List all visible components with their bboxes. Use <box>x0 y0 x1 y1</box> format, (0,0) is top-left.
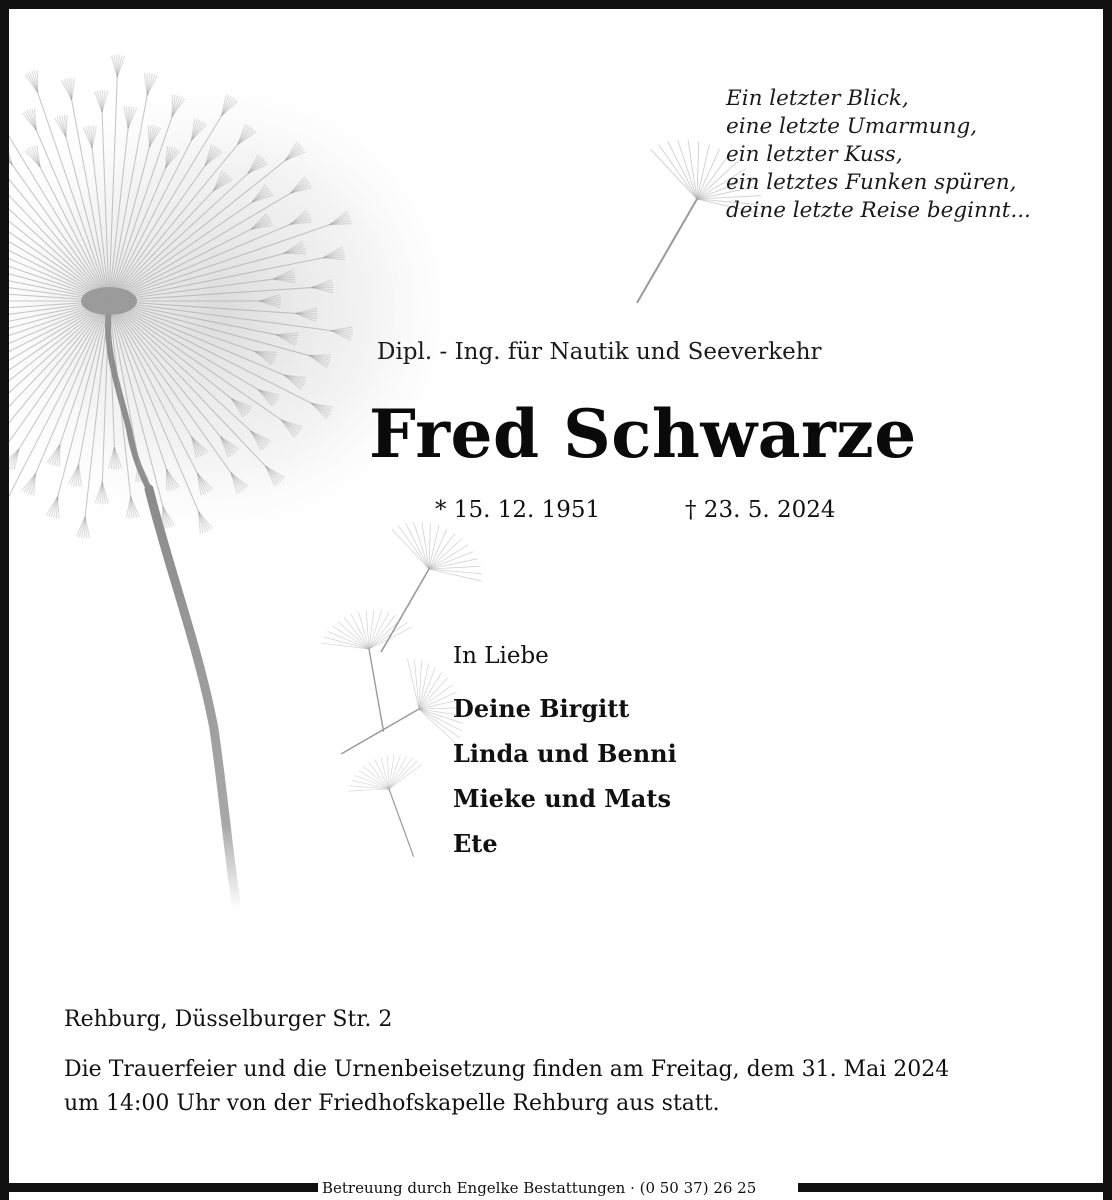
family-list <box>453 692 677 872</box>
address: Rehburg, Düsselburger Str. 2 <box>64 1007 393 1032</box>
in-love-label: In Liebe <box>453 643 549 669</box>
ceremony-info <box>64 1053 949 1121</box>
ceremony-line: Die Trauerfeier und die Urnenbeisetzung finden am Freitag, dem 31. Mai 2024 <box>64 1057 950 1082</box>
death-date: † 23. 5. 2024 <box>685 497 836 523</box>
poem <box>726 85 1031 225</box>
ceremony-line: um 14:00 Uhr von der Friedhofskapelle Rehburg aus statt. <box>64 1091 720 1116</box>
family-member: Mieke und Mats <box>453 784 671 813</box>
footer-rule-right <box>798 1183 1112 1192</box>
family-member: Deine Birgitt <box>453 694 630 723</box>
family-member: Ete <box>453 829 498 858</box>
poem-line: Ein letzter Blick, <box>726 86 909 111</box>
poem-line: ein letztes Funken spüren, <box>726 170 1017 195</box>
family-member: Linda und Benni <box>453 739 677 768</box>
birth-date: * 15. 12. 1951 <box>435 497 601 523</box>
poem-line: deine letzte Reise beginnt... <box>726 198 1031 223</box>
deceased-name: Fred Schwarze <box>369 395 917 473</box>
poem-line: eine letzte Umarmung, <box>726 114 978 139</box>
poem-line: ein letzter Kuss, <box>726 142 903 167</box>
floating-seed <box>317 603 428 739</box>
footer-rule-left <box>0 1183 318 1192</box>
profession-title: Dipl. - Ing. für Nautik und Seeverkehr <box>377 339 822 365</box>
footer-credit: Betreuung durch Engelke Bestattungen · (0 50 37) 26 25 <box>318 1179 760 1197</box>
floating-seed <box>341 745 450 870</box>
